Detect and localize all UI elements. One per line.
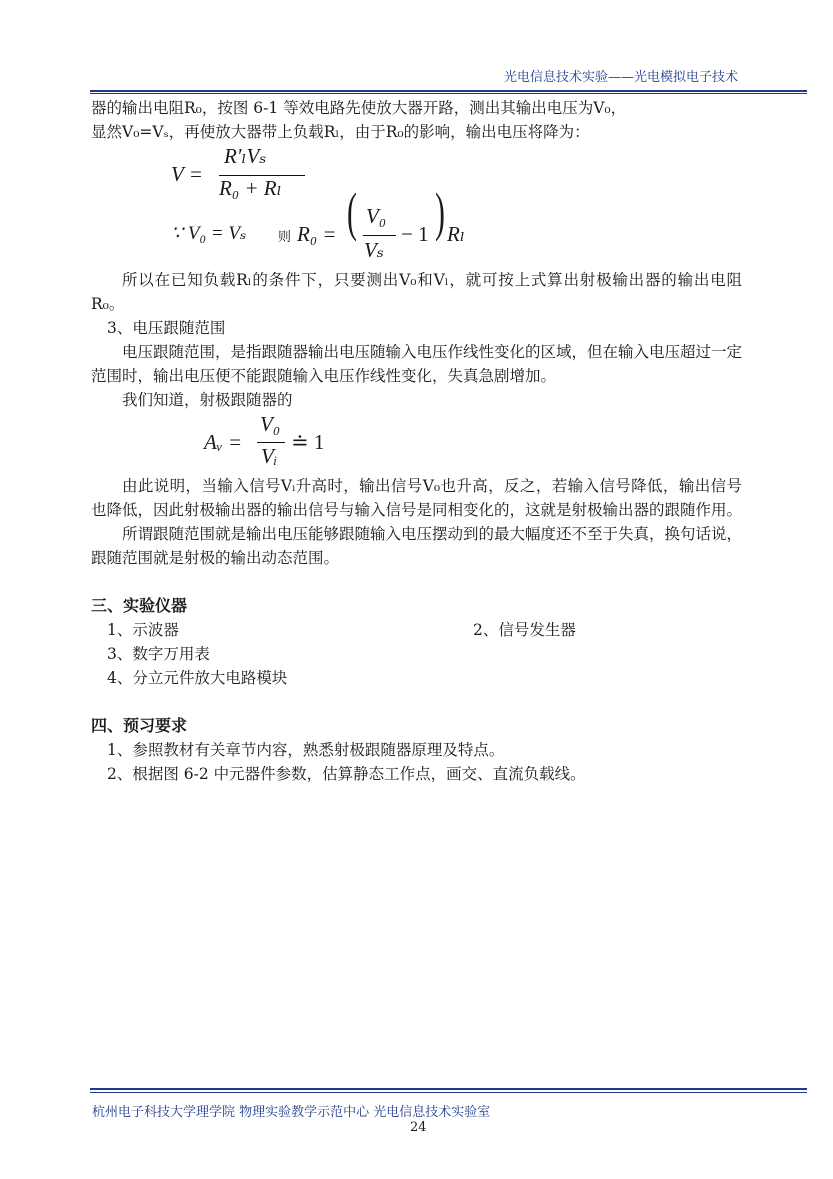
list-item: 2、根据图 6-2 中元器件参数，估算静态工作点，画交、直流负载线。	[107, 765, 586, 783]
list-item: 4、分立元件放大电路模块	[107, 669, 288, 687]
subsection-title: 3、电压跟随范围	[107, 319, 226, 337]
formula-denominator: Vᵢ	[261, 444, 278, 468]
formula-rhs: ≐ 1	[291, 430, 325, 454]
formula-numerator: V₀	[366, 204, 387, 228]
paren-right: )	[435, 182, 445, 242]
section-title: 四、预习要求	[91, 716, 188, 735]
formula-denominator: R₀ + Rₗ	[219, 176, 282, 200]
page-number: 24	[410, 1120, 427, 1135]
formula-lhs: Aᵥ =	[204, 430, 243, 454]
formula-output-voltage	[91, 144, 742, 202]
paragraph-line: 显然V₀=Vₛ，再使放大器带上负载Rₗ，由于R₀的影响，输出电压将降为：	[91, 123, 590, 141]
list-item: 1、示波器	[107, 621, 179, 639]
header-rule-thin	[90, 93, 807, 94]
formula-voltage-gain	[91, 412, 742, 474]
formula-rhs: Rₗ	[447, 222, 465, 246]
spacer	[91, 570, 742, 594]
footer-text: 杭州电子科技大学理学院 物理实验教学示范中心 光电信息技术实验室	[92, 1105, 491, 1120]
page-body	[91, 96, 742, 786]
header-rule	[90, 90, 807, 92]
list-item: 3、数字万用表	[107, 645, 210, 663]
paragraph: 我们知道，射极跟随器的	[122, 391, 293, 409]
paragraph-line: 器的输出电阻R₀，按图 6-1 等效电路先使放大器开路，测出其输出电压为V₀，	[91, 99, 627, 117]
formula-numerator: V₀	[260, 412, 281, 436]
formula-because: ∵ V₀ = Vₛ	[171, 223, 247, 244]
formula-denominator: Vₛ	[364, 238, 384, 262]
paragraph: 由此说明，当输入信号Vᵢ升高时，输出信号V₀也升高，反之，若输入信号降低，输出信号也降低，因此射极输出器的输出信号与输入信号是同相变化的，这就是射极输出器的跟随作用。	[91, 477, 743, 519]
spacer	[91, 690, 742, 714]
fraction-bar	[363, 235, 396, 236]
formula-numerator: R′ₗVₛ	[224, 144, 267, 168]
paren-left: (	[347, 182, 357, 242]
list-item: 2、信号发生器	[473, 621, 576, 639]
fraction-bar	[257, 442, 285, 443]
paragraph: 电压跟随范围，是指跟随器输出电压随输入电压作线性变化的区域，但在输入电压超过一定范围时，输出电压便不能跟随输入电压作线性变化，失真急剧增加。	[91, 343, 743, 385]
formula-then: 则	[278, 230, 292, 245]
paragraph: 所谓跟随范围就是输出电压能够跟随输入电压摆动到的最大幅度还不至于失真，换句话说，跟随范围就是射极的输出动态范围。	[91, 525, 743, 567]
formula-lhs: R₀ =	[297, 222, 337, 246]
paragraph: 所以在已知负载Rₗ的条件下，只要测出V₀和Vₗ，就可按上式算出射极输出器的输出电阻R₀。	[91, 271, 742, 313]
formula-minus-one: − 1	[401, 222, 429, 246]
footer-rule-thin	[90, 1092, 807, 1093]
section-title: 三、实验仪器	[91, 596, 188, 615]
formula-lhs: V =	[171, 162, 203, 186]
list-item: 1、参照教材有关章节内容，熟悉射极跟随器原理及特点。	[107, 741, 505, 759]
list-item-row	[91, 618, 742, 642]
footer-rule	[90, 1088, 807, 1090]
header-title: 光电信息技术实验——光电模拟电子技术	[503, 70, 738, 85]
